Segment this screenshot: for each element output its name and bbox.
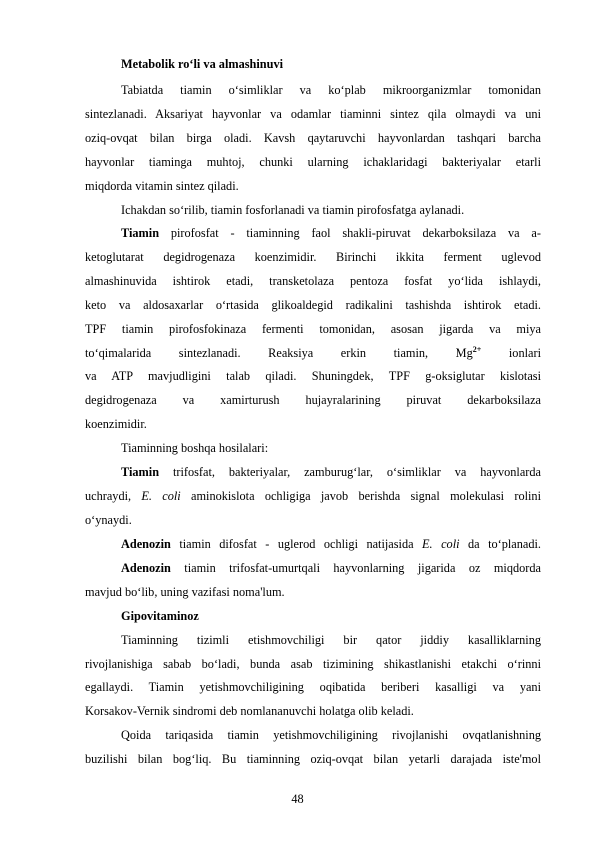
paragraph-line: hayvonlar tiaminga muhtoj, chunki ularning ichaklaridagi bakteriyalar etarli — [85, 155, 541, 169]
paragraph-line: oziq-ovqat bilan birga oladi. Kavsh qaytaruvchi hayvonlardan tashqari barcha — [85, 131, 541, 145]
text-run: tiamin difosfat - uglerod ochligi natijasida — [170, 537, 423, 551]
paragraph-line: Korsakov-Vernik sindromi deb nomlananuvchi holatga olib keladi. — [85, 704, 414, 718]
paragraph-line: ketoglutarat degidrogenaza koenzimidir. Birinchi ikkita ferment uglevod — [85, 250, 541, 264]
paragraph-line: degidrogenaza va xamirturush hujayralarining piruvat dekarboksilaza — [85, 393, 541, 407]
paragraph-line: TPF tiamin pirofosfokinaza fermenti tomonidan, asosan jigarda va miya — [85, 322, 541, 336]
text-run: tiamin trifosfat-umurtqali hayvonlarning jigarida oz miqdorda — [170, 561, 541, 575]
section-heading: Metabolik ro‘li va almashinuvi — [121, 57, 284, 71]
paragraph-line: egallaydi. Tiamin yetishmovchiligining oqibatida beriberi kasalligi va yani — [85, 680, 541, 694]
text-run: da to‘planadi. — [459, 537, 542, 551]
section-heading: Gipovitaminoz — [121, 609, 199, 623]
term-bold: Adenozin — [121, 537, 171, 551]
paragraph-line: sintezlanadi. Aksariyat hayvonlar va odamlar tiaminni sintez qila olmaydi va uni — [85, 107, 541, 121]
paragraph-line — [121, 464, 541, 480]
paragraph-line: Qoida tariqasida tiamin yetishmovchiligining rivojlanishi ovqatlanishning — [121, 728, 541, 742]
paragraph-line: koenzimidir. — [85, 417, 147, 431]
species-italic: E. coli — [141, 489, 181, 503]
species-italic: E. coli — [422, 537, 460, 551]
text-run: ionlari — [481, 346, 541, 360]
superscript: 2+ — [472, 345, 482, 354]
text-run: pirofosfat - tiaminning faol shakli-piruvat dekarboksilaza va a- — [159, 226, 541, 240]
paragraph-line: Tiaminning tizimli etishmovchiligi bir qator jiddiy kasalliklarning — [121, 633, 541, 647]
paragraph-line — [121, 560, 541, 576]
paragraph-line — [121, 536, 541, 552]
paragraph-line: o‘ynaydi. — [85, 513, 132, 527]
paragraph-line: va ATP mavjudligini talab qiladi. Shuningdek, TPF g-oksiglutar kislotasi — [85, 369, 541, 383]
paragraph-line — [85, 488, 541, 504]
paragraph-line: Ichakdan so‘rilib, tiamin fosforlanadi va tiamin pirofosfatga aylanadi. — [121, 203, 465, 217]
paragraph-line — [85, 345, 541, 361]
term-bold: Adenozin — [121, 561, 171, 575]
paragraph-line: miqdorda vitamin sintez qiladi. — [85, 179, 239, 193]
text-run: trifosfat, bakteriyalar, zamburug‘lar, o‘simliklar va hayvonlarda — [159, 465, 541, 479]
paragraph-line: mavjud bo‘lib, uning vazifasi noma'lum. — [85, 585, 285, 599]
paragraph-line: rivojlanishiga sabab bo‘ladi, bunda asab tizimining shikastlanishi etakchi o‘rinni — [85, 657, 541, 671]
text-run: uchraydi, — [85, 489, 142, 503]
term-bold: Tiamin — [121, 226, 160, 240]
paragraph-line: keto va aldosaxarlar o‘rtasida glikoaldegid radikalini tashishda ishtirok etadi. — [85, 298, 541, 312]
paragraph-line — [121, 225, 541, 241]
paragraph-line: Tabiatda tiamin o‘simliklar va ko‘plab mikroorganizmlar tomonidan — [121, 83, 541, 97]
page-number: 48 — [291, 792, 304, 806]
text-run: to‘qimalarida sintezlanadi. Reaksiya erkin tiamin, Mg — [85, 346, 473, 360]
paragraph-line: buzilishi bilan bog‘liq. Bu tiaminning oziq-ovqat bilan yetarli darajada iste'mol — [85, 752, 541, 766]
term-bold: Tiamin — [121, 465, 160, 479]
paragraph-line: Tiaminning boshqa hosilalari: — [121, 441, 269, 455]
text-run: aminokislota ochligiga javob berishda signal molekulasi rolini — [180, 489, 541, 503]
paragraph-line: almashinuvida ishtirok etadi, transketolaza pentoza fosfat yo‘lida ishlaydi, — [85, 274, 541, 288]
